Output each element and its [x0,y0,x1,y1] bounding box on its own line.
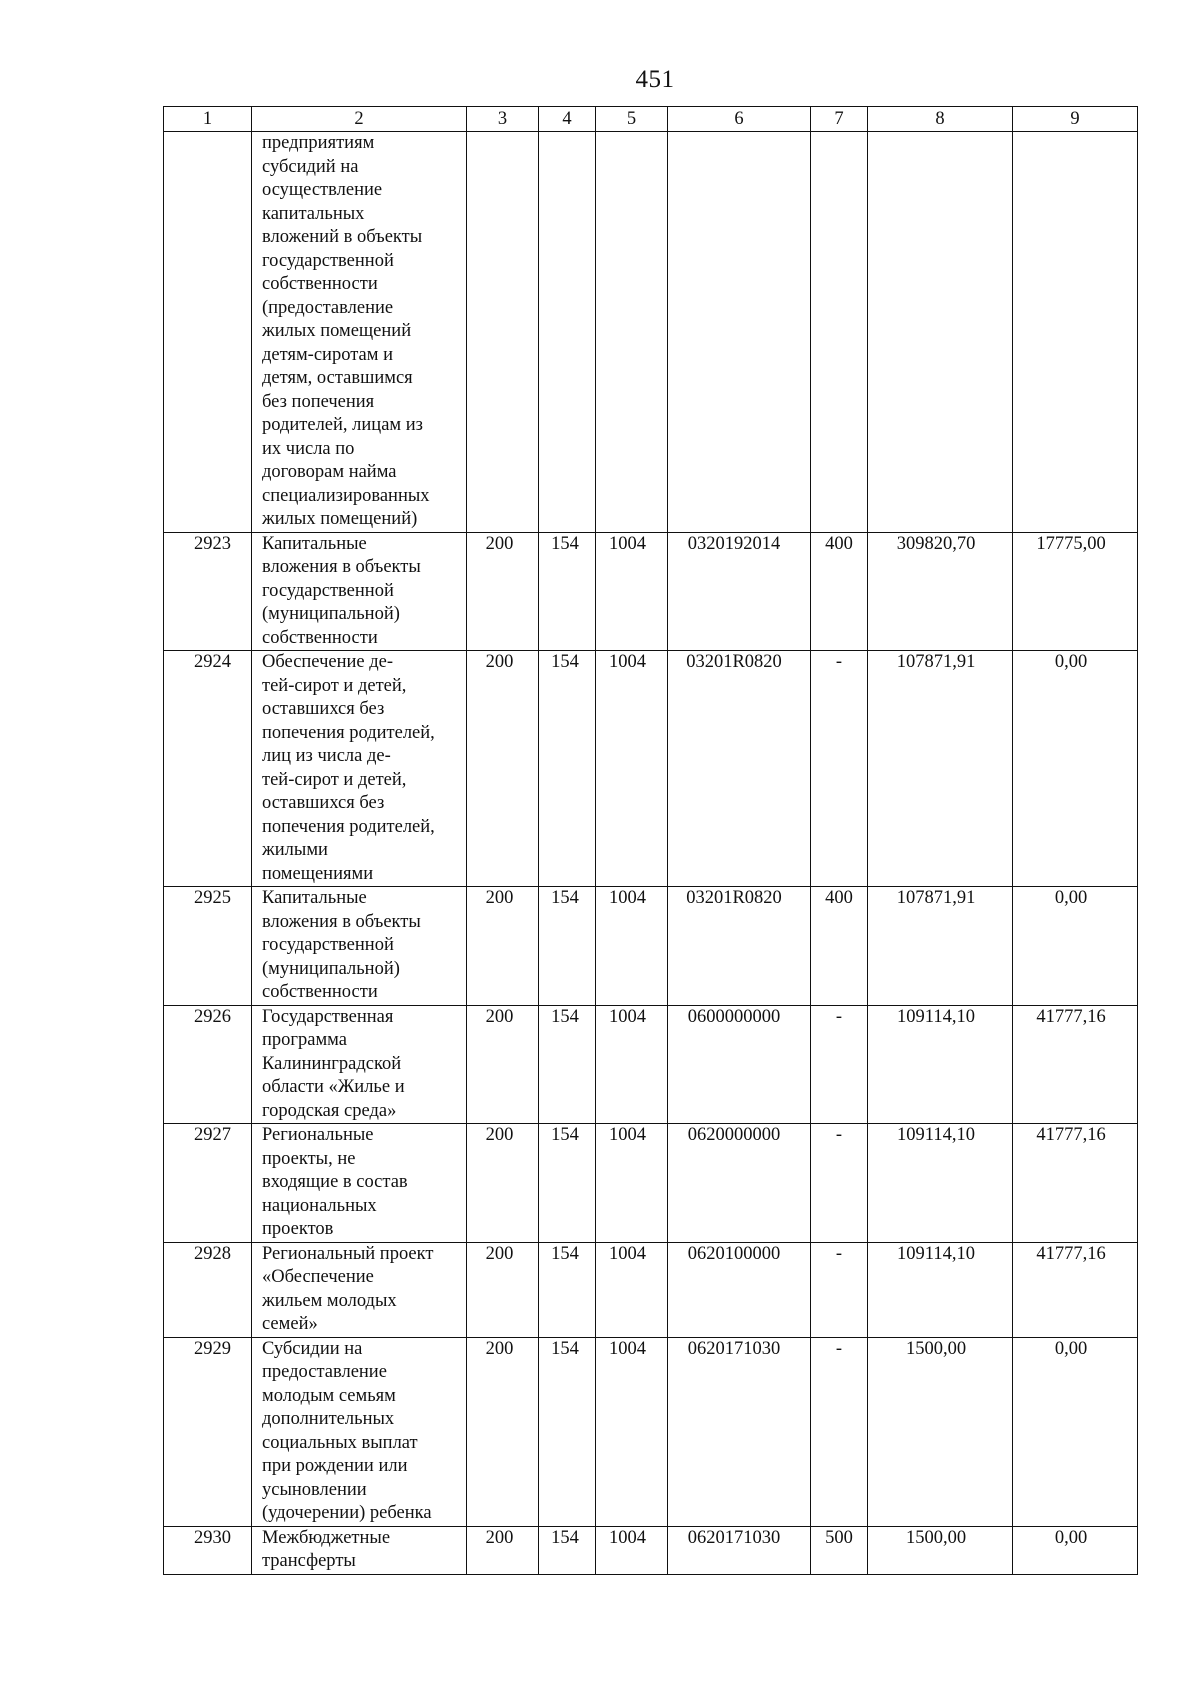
column-4-cell: 154 [539,651,596,887]
description-line: осуществление [262,180,383,200]
amount-cell: 1500,00 [868,1526,1013,1574]
column-5-cell: 1004 [596,887,668,1006]
column-5-cell: 1004 [596,1526,668,1574]
description-line: молодым семьям [262,1385,396,1406]
amount-cell [868,132,1013,533]
description-cell [252,651,467,887]
column-5-cell: 1004 [596,651,668,887]
description-line: тей-сирот и детей, [262,769,407,790]
description-cell [252,1337,467,1526]
row-number-cell: 2925 [164,887,252,1006]
amount-cell: 109114,10 [868,1242,1013,1337]
amount-cell: 107871,91 [868,651,1013,887]
description-line: лиц из числа де- [262,746,391,766]
description-cell [252,532,467,651]
description-line: (муниципальной) [262,958,400,979]
description-cell [252,132,467,533]
amount-cell: 309820,70 [868,532,1013,651]
column-5-cell: 1004 [596,532,668,651]
description-line: государственной [262,935,394,955]
column-5-cell: 1004 [596,1124,668,1243]
description-cell [252,1242,467,1337]
description-line: оставшихся без [262,793,385,813]
description-line: проектов [262,1219,334,1239]
target-code-cell: 0620171030 [668,1526,811,1574]
description-line: Капитальные [262,533,367,554]
table-row [164,1526,1138,1574]
column-5-cell: 1004 [596,1242,668,1337]
description-line: вложения в объекты [262,557,421,577]
amount-2-cell: 0,00 [1013,1337,1138,1526]
amount-cell: 109114,10 [868,1005,1013,1124]
row-number-cell: 2929 [164,1337,252,1526]
description-line: Государственная [262,1006,394,1027]
expense-type-cell: 500 [811,1526,868,1574]
expense-type-cell: - [811,651,868,887]
amount-cell: 1500,00 [868,1337,1013,1526]
description-line: оставшихся без [262,699,385,719]
column-4-cell: 154 [539,1005,596,1124]
description-line: социальных выплат [262,1432,418,1453]
amount-2-cell: 41777,16 [1013,1242,1138,1337]
description-line: собственности [262,627,378,648]
budget-table [163,106,1138,1575]
column-header-3: 3 [467,107,539,132]
description-line: (предоставление [262,297,394,318]
expense-type-cell: 400 [811,887,868,1006]
description-cell [252,1526,467,1574]
description-cell [252,1124,467,1243]
column-3-cell: 200 [467,1526,539,1574]
expense-type-cell [811,132,868,533]
amount-2-cell: 41777,16 [1013,1005,1138,1124]
description-line: специализированных [262,485,430,506]
row-number-cell [164,132,252,533]
target-code-cell: 0620171030 [668,1337,811,1526]
column-5-cell: 1004 [596,1005,668,1124]
description-line: родителей, лицам из [262,415,423,435]
column-4-cell: 154 [539,1526,596,1574]
row-number-cell: 2928 [164,1242,252,1337]
description-line: (удочерении) ребенка [262,1503,432,1523]
table-row [164,1242,1138,1337]
description-line: детям, оставшимся [262,368,413,388]
column-4-cell: 154 [539,532,596,651]
description-line: входящие в состав [262,1172,408,1192]
description-line: усыновлении [262,1479,367,1500]
column-5-cell [596,132,668,533]
target-code-cell: 03201R0820 [668,887,811,1006]
description-line: детям-сиротам и [262,344,393,365]
column-header-2: 2 [252,107,467,132]
description-line: области «Жилье и [262,1077,405,1097]
row-number-cell: 2930 [164,1526,252,1574]
row-number-cell: 2924 [164,651,252,887]
column-5-cell: 1004 [596,1337,668,1526]
description-line: семей» [262,1314,318,1334]
column-4-cell: 154 [539,1337,596,1526]
description-line: жилых помещений) [262,509,418,529]
description-line: Обеспечение де- [262,652,393,672]
description-line: вложения в объекты [262,911,421,932]
amount-2-cell: 17775,00 [1013,532,1138,651]
column-header-1: 1 [164,107,252,132]
table-row [164,887,1138,1006]
column-header-8: 8 [868,107,1013,132]
amount-2-cell [1013,132,1138,533]
description-line: жилых помещений [262,321,412,341]
description-line: собственности [262,982,378,1002]
amount-cell: 107871,91 [868,887,1013,1006]
description-line: попечения родителей, [262,816,435,837]
column-3-cell: 200 [467,1337,539,1526]
column-header-6: 6 [668,107,811,132]
expense-type-cell: - [811,1337,868,1526]
amount-2-cell: 0,00 [1013,1526,1138,1574]
column-header-7: 7 [811,107,868,132]
description-line: Межбюджетные [262,1527,391,1548]
row-number-cell: 2927 [164,1124,252,1243]
row-number-cell: 2923 [164,532,252,651]
description-line: программа [262,1030,347,1050]
table-row [164,1124,1138,1243]
description-line: попечения родителей, [262,722,435,743]
description-line: Региональные [262,1125,374,1145]
expense-type-cell: - [811,1242,868,1337]
description-line: Калининградской [262,1053,402,1074]
description-line: городская среда» [262,1100,397,1121]
description-line: тей-сирот и детей, [262,675,407,696]
table-row [164,132,1138,533]
expense-type-cell: 400 [811,532,868,651]
column-3-cell: 200 [467,532,539,651]
description-line: «Обеспечение [262,1267,374,1287]
amount-2-cell: 0,00 [1013,887,1138,1006]
expense-type-cell: - [811,1124,868,1243]
description-line: помещениями [262,863,374,884]
table-row [164,532,1138,651]
column-4-cell: 154 [539,1242,596,1337]
amount-cell: 109114,10 [868,1124,1013,1243]
column-header-row [164,107,1138,132]
amount-2-cell: 41777,16 [1013,1124,1138,1243]
column-3-cell [467,132,539,533]
column-4-cell [539,132,596,533]
column-3-cell: 200 [467,1124,539,1243]
column-4-cell: 154 [539,887,596,1006]
description-cell [252,887,467,1006]
description-line: при рождении или [262,1456,408,1476]
description-line: государственной [262,250,394,271]
column-3-cell: 200 [467,887,539,1006]
column-header-5: 5 [596,107,668,132]
table-row [164,651,1138,887]
target-code-cell: 0620100000 [668,1242,811,1337]
description-line: (муниципальной) [262,604,400,624]
column-3-cell: 200 [467,651,539,887]
target-code-cell: 0620000000 [668,1124,811,1243]
table-body [164,132,1138,1575]
description-line: жилыми [262,840,328,860]
description-line: без попечения [262,391,375,412]
description-line: субсидий на [262,156,359,177]
description-line: их числа по [262,438,355,459]
target-code-cell [668,132,811,533]
column-header-4: 4 [539,107,596,132]
description-line: вложений в объекты [262,227,423,247]
description-line: Капитальные [262,888,367,908]
table-row [164,1005,1138,1124]
column-3-cell: 200 [467,1005,539,1124]
column-3-cell: 200 [467,1242,539,1337]
description-line: договорам найма [262,462,397,482]
amount-2-cell: 0,00 [1013,651,1138,887]
description-line: Региональный проект [262,1243,434,1264]
description-line: предоставление [262,1362,387,1382]
column-header-9: 9 [1013,107,1138,132]
expense-type-cell: - [811,1005,868,1124]
description-line: трансферты [262,1551,356,1571]
description-line: государственной [262,580,394,601]
column-4-cell: 154 [539,1124,596,1243]
page-number: 451 [635,66,675,93]
target-code-cell: 03201R0820 [668,651,811,887]
description-line: Субсидии на [262,1338,363,1359]
description-line: жильем молодых [262,1290,397,1311]
target-code-cell: 0320192014 [668,532,811,651]
row-number-cell: 2926 [164,1005,252,1124]
description-line: собственности [262,274,378,294]
description-line: дополнительных [262,1409,395,1429]
description-line: проекты, не [262,1148,356,1169]
target-code-cell: 0600000000 [668,1005,811,1124]
description-line: предприятиям [262,133,375,153]
description-line: капитальных [262,203,365,224]
description-cell [252,1005,467,1124]
description-line: национальных [262,1195,377,1216]
table-row [164,1337,1138,1526]
